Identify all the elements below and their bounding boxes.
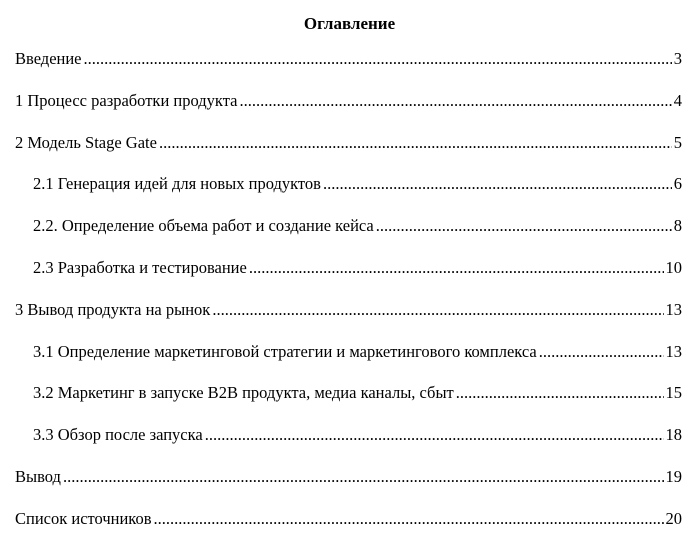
toc-entry-section-2-3[interactable] (0, 256, 691, 298)
dot-leader (159, 131, 672, 155)
toc-entry-chapter-2[interactable] (0, 131, 691, 173)
toc-entry-page: 19 (666, 465, 691, 489)
table-of-contents (0, 47, 691, 549)
toc-title: Оглавление (0, 12, 691, 36)
toc-entry-page: 18 (666, 423, 691, 447)
toc-entry-page: 13 (666, 340, 691, 364)
toc-entry-label: 2.3 Разработка и тестирование (33, 256, 247, 280)
dot-leader (84, 47, 672, 71)
toc-entry-page: 5 (674, 131, 691, 155)
toc-entry-label: 3.2 Маркетинг в запуске B2B продукта, медиа каналы, сбыт (33, 381, 454, 405)
dot-leader (205, 423, 664, 447)
toc-entry-label: 2 Модель Stage Gate (15, 131, 157, 155)
toc-entry-section-2-2[interactable] (0, 214, 691, 256)
toc-entry-page: 6 (674, 172, 691, 196)
toc-entry-label: 3.1 Определение маркетинговой стратегии и маркетингового комплекса (33, 340, 537, 364)
toc-entry-section-3-1[interactable] (0, 340, 691, 382)
toc-entry-page: 15 (666, 381, 691, 405)
toc-entry-label: Список источников (15, 507, 152, 531)
toc-entry-label: Введение (15, 47, 82, 71)
toc-entry-section-2-1[interactable] (0, 172, 691, 214)
toc-entry-chapter-3[interactable] (0, 298, 691, 340)
toc-entry-label: 1 Процесс разработки продукта (15, 89, 237, 113)
toc-entry-conclusion[interactable] (0, 465, 691, 507)
toc-entry-label: Вывод (15, 465, 61, 489)
dot-leader (212, 298, 663, 322)
toc-entry-page: 13 (666, 298, 691, 322)
toc-entry-chapter-1[interactable] (0, 89, 691, 131)
toc-entry-references[interactable] (0, 507, 691, 549)
toc-entry-page: 20 (666, 507, 691, 531)
dot-leader (376, 214, 672, 238)
dot-leader (249, 256, 664, 280)
toc-entry-section-3-3[interactable] (0, 423, 691, 465)
toc-entry-label: 2.1 Генерация идей для новых продуктов (33, 172, 321, 196)
toc-entry-section-3-2[interactable] (0, 381, 691, 423)
toc-entry-label: 3 Вывод продукта на рынок (15, 298, 210, 322)
toc-entry-label: 2.2. Определение объема работ и создание кейса (33, 214, 374, 238)
dot-leader (456, 381, 664, 405)
toc-entry-label: 3.3 Обзор после запуска (33, 423, 203, 447)
toc-entry-introduction[interactable] (0, 47, 691, 89)
dot-leader (154, 507, 664, 531)
dot-leader (239, 89, 671, 113)
dot-leader (539, 340, 664, 364)
dot-leader (63, 465, 664, 489)
dot-leader (323, 172, 672, 196)
toc-entry-page: 3 (674, 47, 691, 71)
toc-entry-page: 4 (674, 89, 691, 113)
toc-entry-page: 8 (674, 214, 691, 238)
toc-entry-page: 10 (666, 256, 691, 280)
